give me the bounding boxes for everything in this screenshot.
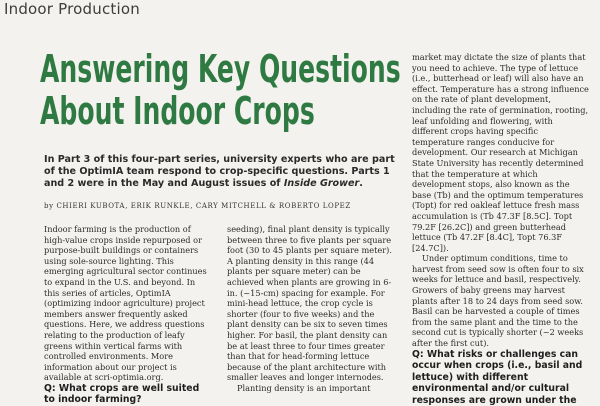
deck-text: In Part 3 of this four-part series, university experts who are part of the OptimIA team respond to crop-specific questions. Parts 1 and 2 were in the May and August issues of [44, 154, 395, 189]
byline: by CHIERI KUBOTA, ERIK RUNKLE, CARY MITCHELL & ROBERTO LOPEZ [44, 202, 351, 210]
section-label: Indoor Production [4, 0, 140, 18]
title-line-1: Answering Key Questions [40, 47, 401, 91]
title-line-2: About Indoor Crops [40, 89, 315, 133]
publication-name: Inside Grower [283, 178, 360, 189]
body-paragraph: Planting density is an important [237, 382, 371, 393]
intro-paragraph: Indoor farming is the production of high-value crops inside repurposed or purpose-built buildings or containers using sole-source lighting. This emerging agricultural sector continues to expand in the U.S. and beyond. In this series of articles, OptimIA (optimizing indoor agriculture) project members answer frequently asked questions. Here, we address questions relating to the production of leafy greens within vertical farms with controlled environments. More information about our project is available at scri-optimia.org. [44, 224, 207, 383]
column-3 [412, 52, 590, 406]
question-heading: Q: What crops are well suited to indoor farming? [44, 382, 200, 406]
column-2 [227, 224, 395, 394]
body-paragraph: Under optimum conditions, time to harvest from seed sow is often four to six weeks for lettuce and basil, respectively. Growers of baby greens may harvest plants after 18 to 24 days from seed sow. Basil can be harvested a couple of times from the same plant and the time to the second cut is typically shorter (~2 weeks after the first cut). [412, 253, 584, 349]
question-heading: Q: What risks or challenges can occur when crops (i.e., basil and lettuce) with different environmental and/or cultural responses are grown under the [412, 348, 583, 406]
deck-end: . [359, 178, 363, 189]
body-paragraph: seeding), final plant density is typically between three to five plants per square foot (30 to 45 plants per square meter). A planting density in this range (44 plants per square meter) can be achieved when plants are growing in 6-in. (~15-cm) spacing for example. For mini-head lettuce, the crop cycle is shorter (four to five weeks) and the plant density can be six to seven times higher. For basil, the plant density can be at least three to four times greater than that for head-forming lettuce because of the plant architecture with smaller leaves and longer internodes. [227, 224, 392, 383]
body-paragraph: market may dictate the size of plants that you need to achieve. The type of lettuce (i.e., butterhead or leaf) will also have an effect. Temperature has a strong influence on the rate of plant development, including the rate of germination, rooting, leaf unfolding and flowering, with different crops having specific temperature ranges conducive for development. Our research at Michigan State University has recently determined that the temperature at which development stops, also known as the base (Tb) and the optimum temperatures (Topt) for red oakleaf lettuce fresh mass accumulation is (Tb 47.3F [8.5C]. Topt 79.2F [26.2C]) and green butterhead lettuce (Tb 47.2F [8.4C], Topt 76.3F [24.7C]). [412, 52, 589, 253]
article-title [40, 47, 401, 133]
column-1 [44, 224, 212, 406]
article-deck [44, 154, 396, 190]
